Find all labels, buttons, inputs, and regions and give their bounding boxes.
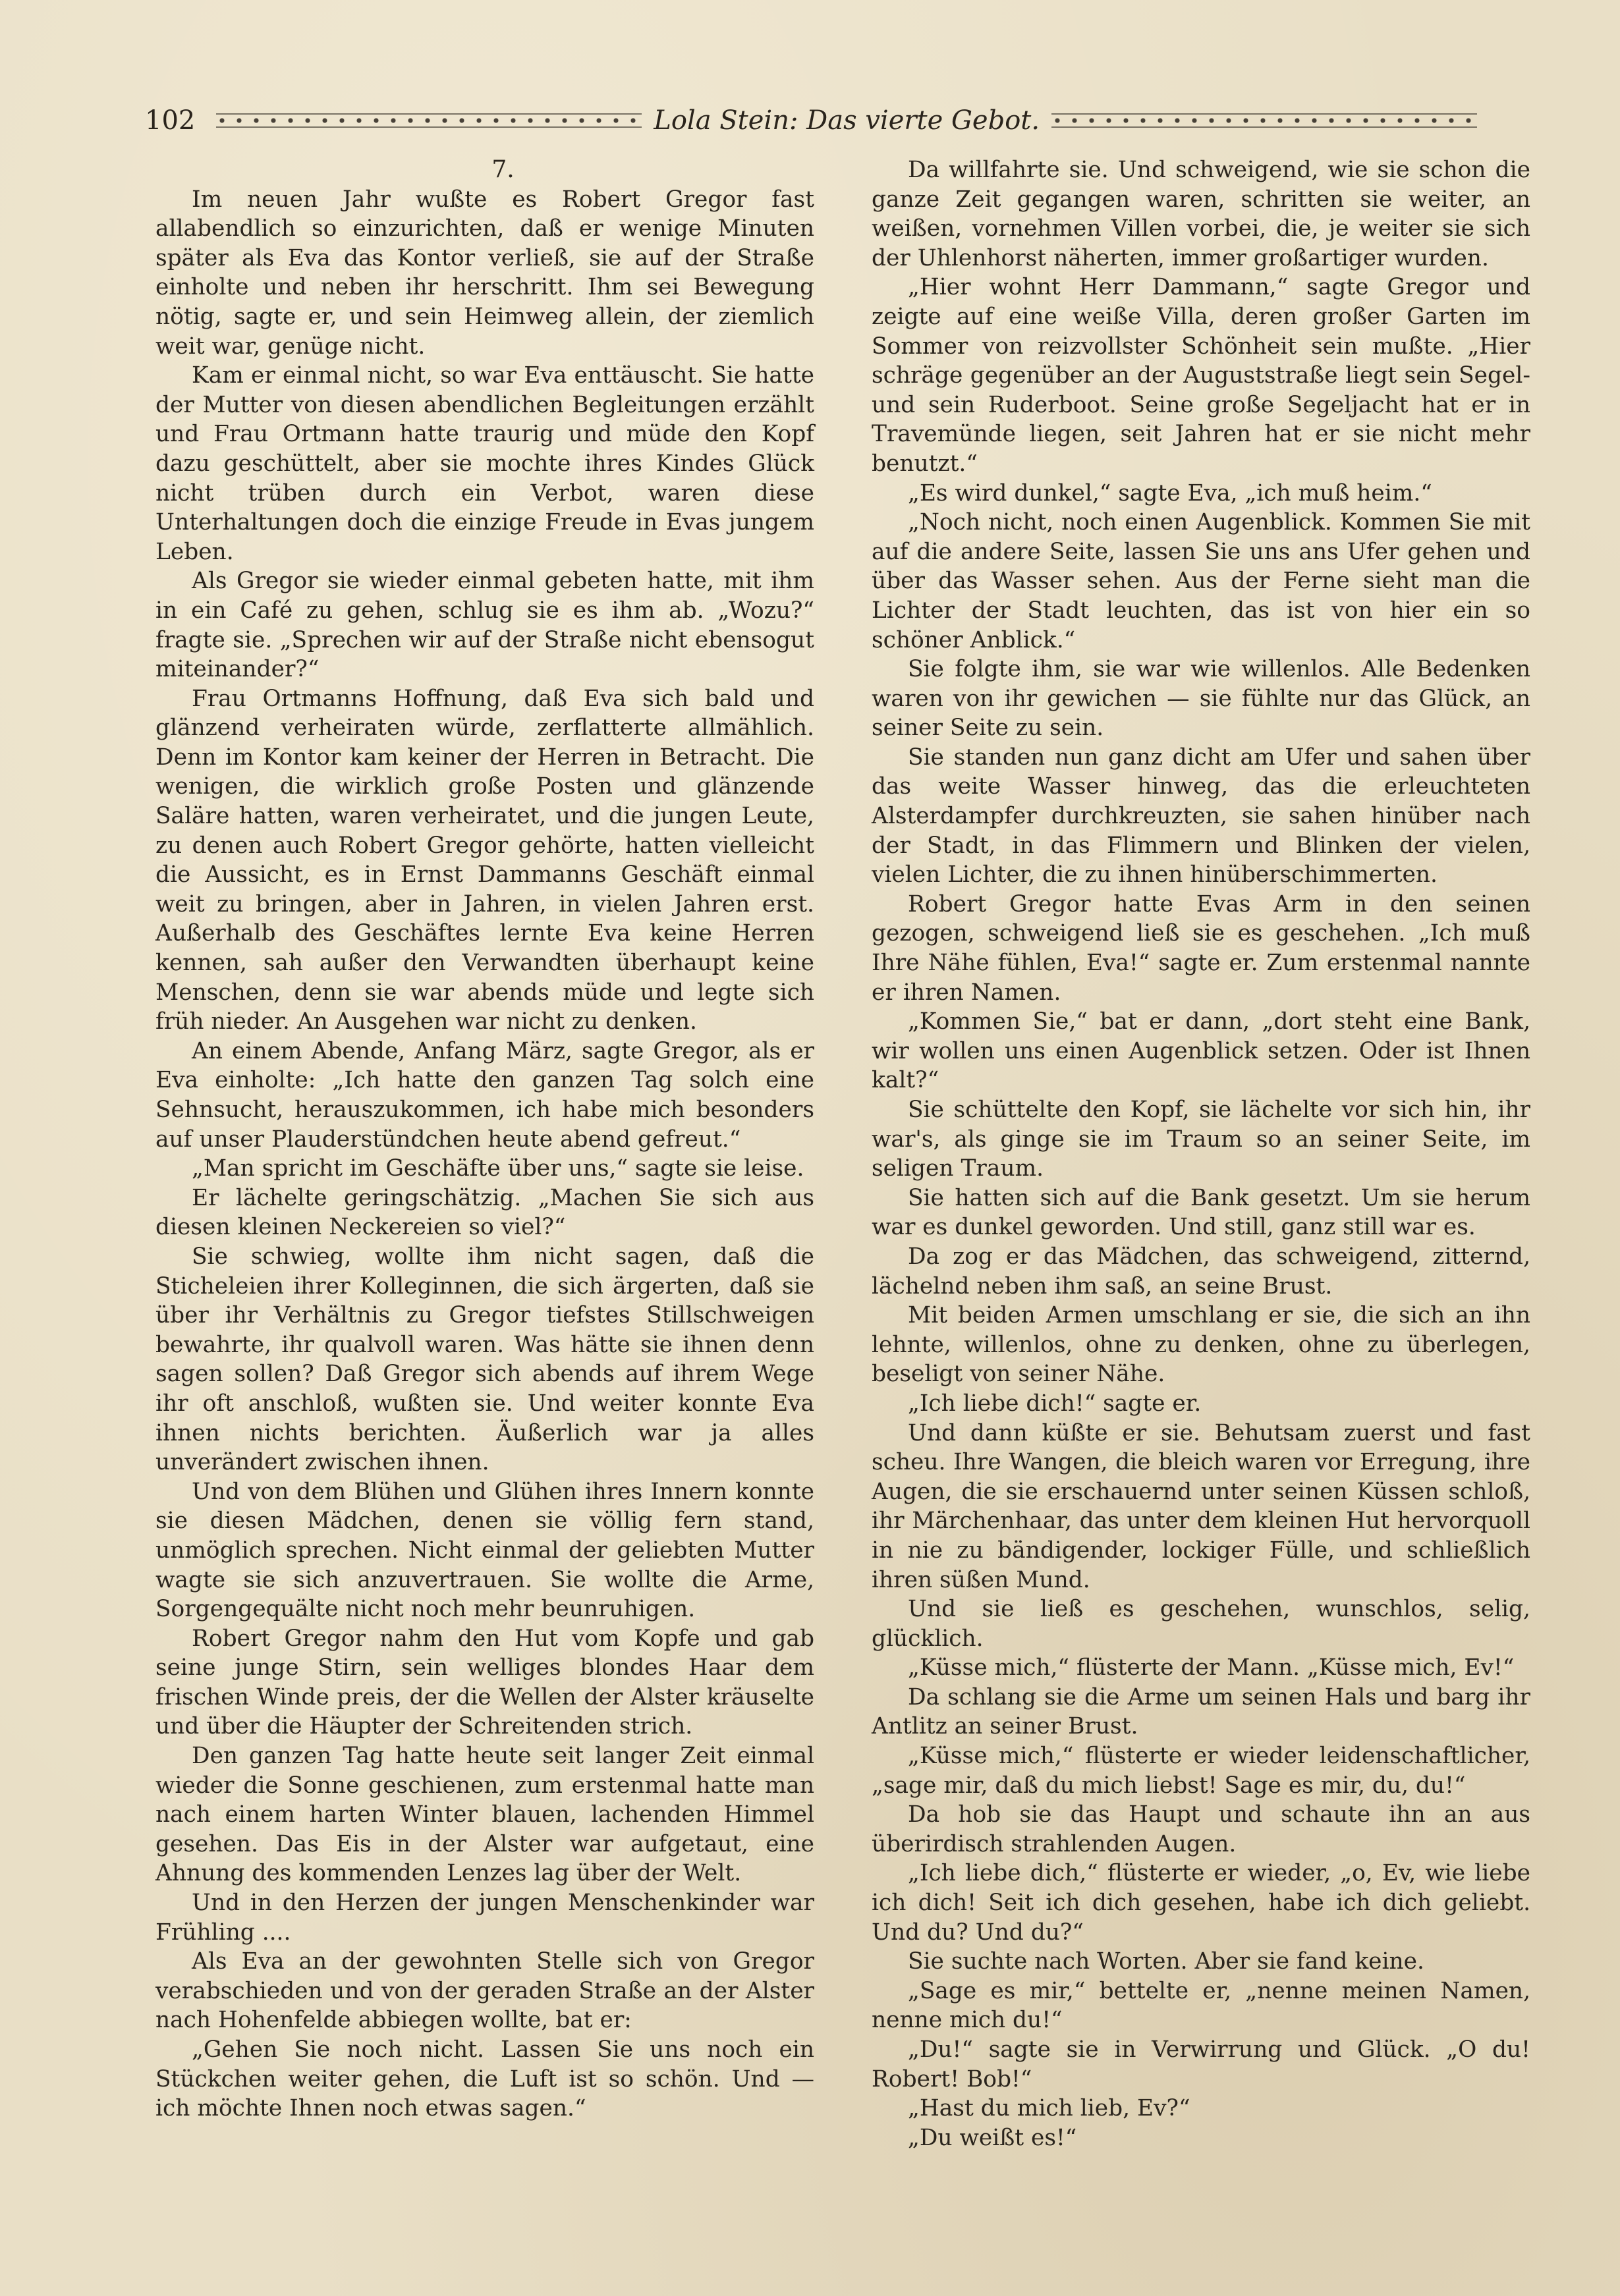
paragraph: „Hast du mich lieb, Ev?“: [908, 2095, 1190, 2122]
paragraph: Mit beiden Armen umschlang er sie, die sich an ihn lehnte, willenlos, ohne zu denken, ohne zu überlegen, beseligt von seiner Nähe.: [872, 1302, 1530, 1388]
paragraph: „Es wird dunkel,“ sagte Eva, „ich muß heim.“: [908, 479, 1432, 506]
paragraph: Und sie ließ es geschehen, wunschlos, selig, glücklich.: [872, 1596, 1530, 1652]
left-text-column: [155, 155, 814, 2123]
page-number: 102: [145, 105, 196, 136]
paragraph: Sie schüttelte den Kopf, sie lächelte vor sich hin, ihr war's, als ginge sie im Traum so an seiner Seite, im seligen Traum.: [872, 1097, 1530, 1182]
paragraph: „Ich liebe dich,“ flüsterte er wieder, „o, Ev, wie liebe ich dich! Seit ich dich gesehen, habe ich dich geliebt. Und du? Und du?“: [872, 1860, 1530, 1946]
right-text-column: [872, 155, 1530, 2152]
paragraph: „Hier wohnt Herr Dammann,“ sagte Gregor und zeigte auf eine weiße Villa, deren großer Garten im Sommer von reizvollster Schönheit sein mußte. „Hier schräge gegenüber an der Auguststraße liegt sein Segel- und sein Ruderboot. Seine große Segeljacht hat er in Travemünde liegen, seit Jahren hat er sie nicht mehr benutzt.“: [872, 274, 1530, 477]
paragraph: Und dann küßte er sie. Behutsam zuerst und fast scheu. Ihre Wangen, die bleich waren vor Erregung, ihre Augen, die sie erschauernd unter seinen Küssen schloß, ihr Märchenhaar, das unter dem kleinen Hut hervorquoll in nie zu bändigender, lockiger Fülle, und schließlich ihren süßen Mund.: [872, 1419, 1530, 1593]
paragraph: „Küsse mich,“ flüsterte der Mann. „Küsse mich, Ev!“: [908, 1654, 1515, 1681]
paragraph: Als Gregor sie wieder einmal gebeten hatte, mit ihm in ein Café zu gehen, schlug sie es ihm ab. „Wozu?“ fragte sie. „Sprechen wir auf der Straße nicht ebensogut miteinander?“: [155, 568, 814, 683]
paragraph: „Kommen Sie,“ bat er dann, „dort steht eine Bank, wir wollen uns einen Augenblick setzen. Oder ist Ihnen kalt?“: [872, 1008, 1530, 1094]
paragraph: Sie schwieg, wollte ihm nicht sagen, daß die Sticheleien ihrer Kolleginnen, die sich ärgerten, daß sie über ihr Verhältnis zu Gregor tiefstes Stillschweigen bewahrte, ihr qualvoll waren. Was hätte sie ihnen denn sagen sollen? Daß Gregor sich abends auf ihrem Wege ihr oft anschloß, wußten sie. Und weiter konnte Eva ihnen nichts berichten. Äußerlich war ja alles unverändert zwischen ihnen.: [155, 1243, 814, 1476]
paragraph: Im neuen Jahr wußte es Robert Gregor fast allabendlich so einzurichten, daß er wenige Minuten später als Eva das Kontor verließ, sie auf der Straße einholte und neben ihr herschritt. Ihm sei Bewegung nötig, sagte er, und sein Heimweg allein, der ziemlich weit war, genüge nicht.: [155, 186, 814, 360]
paragraph: Kam er einmal nicht, so war Eva enttäuscht. Sie hatte der Mutter von diesen abendlichen Begleitungen erzählt und Frau Ortmann hatte traurig und müde den Kopf dazu geschüttelt, aber sie mochte ihres Kindes Glück nicht trüben durch ein Verbot, waren diese Unterhaltungen doch die einzige Freude in Evas jungem Leben.: [155, 362, 814, 565]
paragraph: „Sage es mir,“ bettelte er, „nenne meinen Namen, nenne mich du!“: [872, 1977, 1530, 2034]
paragraph: Sie folgte ihm, sie war wie willenlos. Alle Bedenken waren von ihr gewichen — sie fühlte nur das Glück, an seiner Seite zu sein.: [872, 656, 1530, 742]
paragraph: „Ich liebe dich!“ sagte er.: [908, 1390, 1202, 1417]
paragraph: An einem Abende, Anfang März, sagte Gregor, als er Eva einholte: „Ich hatte den ganzen Tag solch eine Sehnsucht, herauszukommen, ich habe mich besonders auf unser Plauderstündchen heute abend gefreut.“: [155, 1037, 814, 1153]
paragraph: Sie suchte nach Worten. Aber sie fand keine.: [908, 1948, 1424, 1975]
paragraph: Als Eva an der gewohnten Stelle sich von Gregor verabschieden und von der geraden Straße an der Alster nach Hohenfelde abbiegen wollte, bat er:: [155, 1948, 814, 2034]
paragraph: Da willfahrte sie. Und schweigend, wie sie schon die ganze Zeit gegangen waren, schritten sie weiter, an weißen, vornehmen Villen vorbei, die, je weiter sie sich der Uhlenhorst näherten, immer großartiger wurden.: [872, 157, 1530, 271]
paragraph: Robert Gregor hatte Evas Arm in den seinen gezogen, schweigend ließ sie es geschehen. „Ich muß Ihre Nähe fühlen, Eva!“ sagte er. Zum erstenmal nannte er ihren Namen.: [872, 890, 1530, 1006]
ornament-rule-left: [216, 113, 642, 128]
paragraph: „Man spricht im Geschäfte über uns,“ sagte sie leise.: [192, 1155, 804, 1182]
paragraph: Frau Ortmanns Hoffnung, daß Eva sich bald und glänzend verheiraten würde, zerflatterte allmählich. Denn im Kontor kam keiner der Herren in Betracht. Die wenigen, die wirklich große Posten und glänzende Saläre hatten, waren verheiratet, und die jungen Leute, zu denen auch Robert Gregor gehörte, hatten vielleicht die Aussicht, es in Ernst Dammanns Geschäft einmal weit zu bringen, aber in Jahren, in vielen Jahren erst. Außerhalb des Geschäftes lernte Eva keine Herren kennen, sah außer den Verwandten überhaupt keine Menschen, denn sie war abends müde und legte sich früh nieder. An Ausgehen war nicht zu denken.: [155, 685, 814, 1035]
paragraph: Er lächelte geringschätzig. „Machen Sie sich aus diesen kleinen Neckereien so viel?“: [155, 1184, 814, 1241]
paragraph: Da zog er das Mädchen, das schweigend, zitternd, lächelnd neben ihm saß, an seine Brust.: [872, 1243, 1530, 1299]
paragraph: Robert Gregor nahm den Hut vom Kopfe und gab seine junge Stirn, sein welliges blondes Haar dem frischen Winde preis, der die Wellen der Alster kräuselte und über die Häupter der Schreitenden strich.: [155, 1625, 814, 1740]
paragraph: Den ganzen Tag hatte heute seit langer Zeit einmal wieder die Sonne geschienen, zum erstenmal hatte man nach einem harten Winter blauen, lachenden Himmel gesehen. Das Eis in der Alster war aufgetaut, eine Ahnung des kommenden Lenzes lag über der Welt.: [155, 1743, 814, 1887]
paragraph: Da hob sie das Haupt und schaute ihn an aus überirdisch strahlenden Augen.: [872, 1801, 1530, 1857]
chapter-number: 7.: [491, 156, 515, 183]
paragraph: „Küsse mich,“ flüsterte er wieder leidenschaftlicher, „sage mir, daß du mich liebst! Sage es mir, du, du!“: [872, 1743, 1530, 1799]
paragraph: „Gehen Sie noch nicht. Lassen Sie uns noch ein Stückchen weiter gehen, die Luft ist so schön. Und — ich möchte Ihnen noch etwas sagen.“: [155, 2036, 814, 2122]
paragraph: Und von dem Blühen und Glühen ihres Innern konnte sie diesen Mädchen, denen sie völlig fern stand, unmöglich sprechen. Nicht einmal der geliebten Mutter wagte sie sich anzuvertrauen. Sie wollte die Arme, Sorgengequälte nicht noch mehr beunruhigen.: [155, 1478, 814, 1623]
page-header: [145, 97, 1489, 144]
ornament-rule-right: [1051, 113, 1477, 128]
paragraph: Sie standen nun ganz dicht am Ufer und sahen über das weite Wasser hinweg, das die erleuchteten Alsterdampfer durchkreuzten, sie sahen hinüber nach der Stadt, in das Flimmern und Blinken der vielen, vielen Lichter, die zu ihnen hinüberschimmerten.: [872, 744, 1530, 888]
paragraph: „Du weißt es!“: [908, 2124, 1077, 2151]
paragraph: Da schlang sie die Arme um seinen Hals und barg ihr Antlitz an seiner Brust.: [872, 1683, 1530, 1740]
running-title: Lola Stein: Das vierte Gebot.: [654, 105, 1040, 136]
paragraph: Sie hatten sich auf die Bank gesetzt. Um sie herum war es dunkel geworden. Und still, ganz still war es.: [872, 1184, 1530, 1241]
paragraph: „Noch nicht, noch einen Augenblick. Kommen Sie mit auf die andere Seite, lassen Sie uns ans Ufer gehen und über das Wasser sehen. Aus der Ferne sieht man die Lichter der Stadt leuchten, das ist von hier ein so schöner Anblick.“: [872, 509, 1530, 653]
paragraph: „Du!“ sagte sie in Verwirrung und Glück. „O du! Robert! Bob!“: [872, 2036, 1530, 2092]
paragraph: Und in den Herzen der jungen Menschenkinder war Frühling ....: [155, 1890, 814, 1946]
